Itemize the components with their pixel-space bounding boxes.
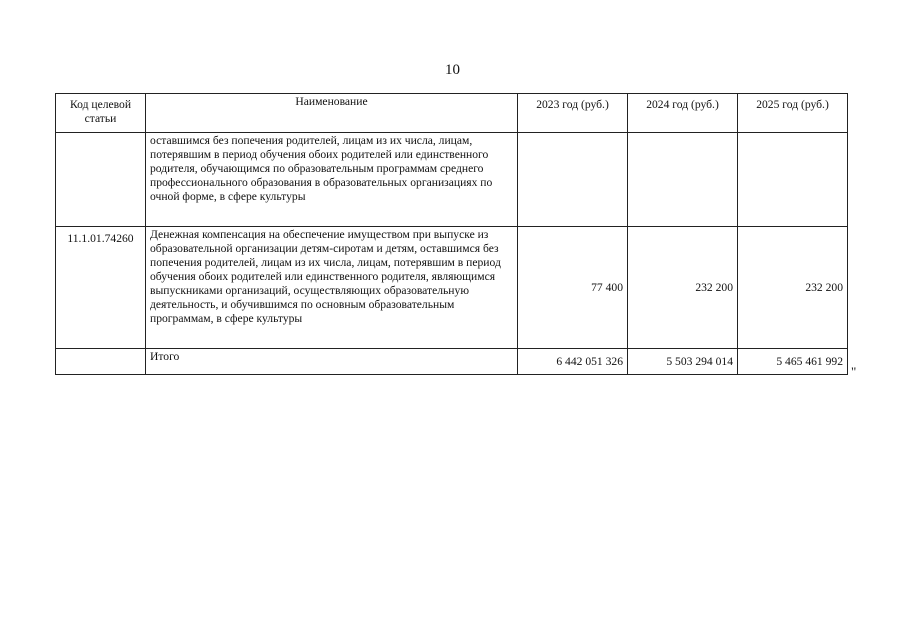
table-row — [56, 133, 848, 227]
row-code — [56, 133, 146, 227]
total-code-empty — [56, 349, 146, 375]
row-value-2025: 232 200 — [738, 227, 848, 349]
total-2024: 5 503 294 014 — [628, 349, 738, 375]
header-year-2024: 2024 год (руб.) — [628, 94, 738, 133]
row-value-2023: 77 400 — [518, 227, 628, 349]
header-year-2025: 2025 год (руб.) — [738, 94, 848, 133]
total-row — [56, 349, 848, 375]
row-code: 11.1.01.74260 — [56, 227, 146, 349]
row-value-2023 — [518, 133, 628, 227]
header-year-2023: 2023 год (руб.) — [518, 94, 628, 133]
total-label: Итого — [146, 349, 518, 375]
header-code: Код целевой статьи — [56, 94, 146, 133]
row-value-2024: 232 200 — [628, 227, 738, 349]
row-value-2025 — [738, 133, 848, 227]
row-value-2024 — [628, 133, 738, 227]
budget-table — [55, 93, 848, 375]
table-header-row — [56, 94, 848, 133]
total-2025: 5 465 461 992 — [738, 349, 848, 375]
page-number: 10 — [445, 62, 460, 78]
closing-quote: " — [851, 364, 857, 379]
header-name: Наименование — [146, 94, 518, 133]
total-2023: 6 442 051 326 — [518, 349, 628, 375]
table-row — [56, 227, 848, 349]
row-name: оставшимся без попечения родителей, лицам из их числа, лицам, потерявшим в период обучения обоих родителей или единственного родителя, обучающимся по образовательным программам среднего профессионального образования в образовательных организациях по очной форме, в сфере культуры — [146, 133, 518, 227]
row-name: Денежная компенсация на обеспечение имуществом при выпуске из образовательной организации детям-сиротам и детям, оставшимся без попечения родителей, лицам из их числа, лицам, потерявшим в период обучения обоих родителей или единственного родителя, являющимся выпускниками организаций, осуществляющих образовательную деятельность, и обучившимся по основным образовательным программам, в сфере культуры — [146, 227, 518, 349]
